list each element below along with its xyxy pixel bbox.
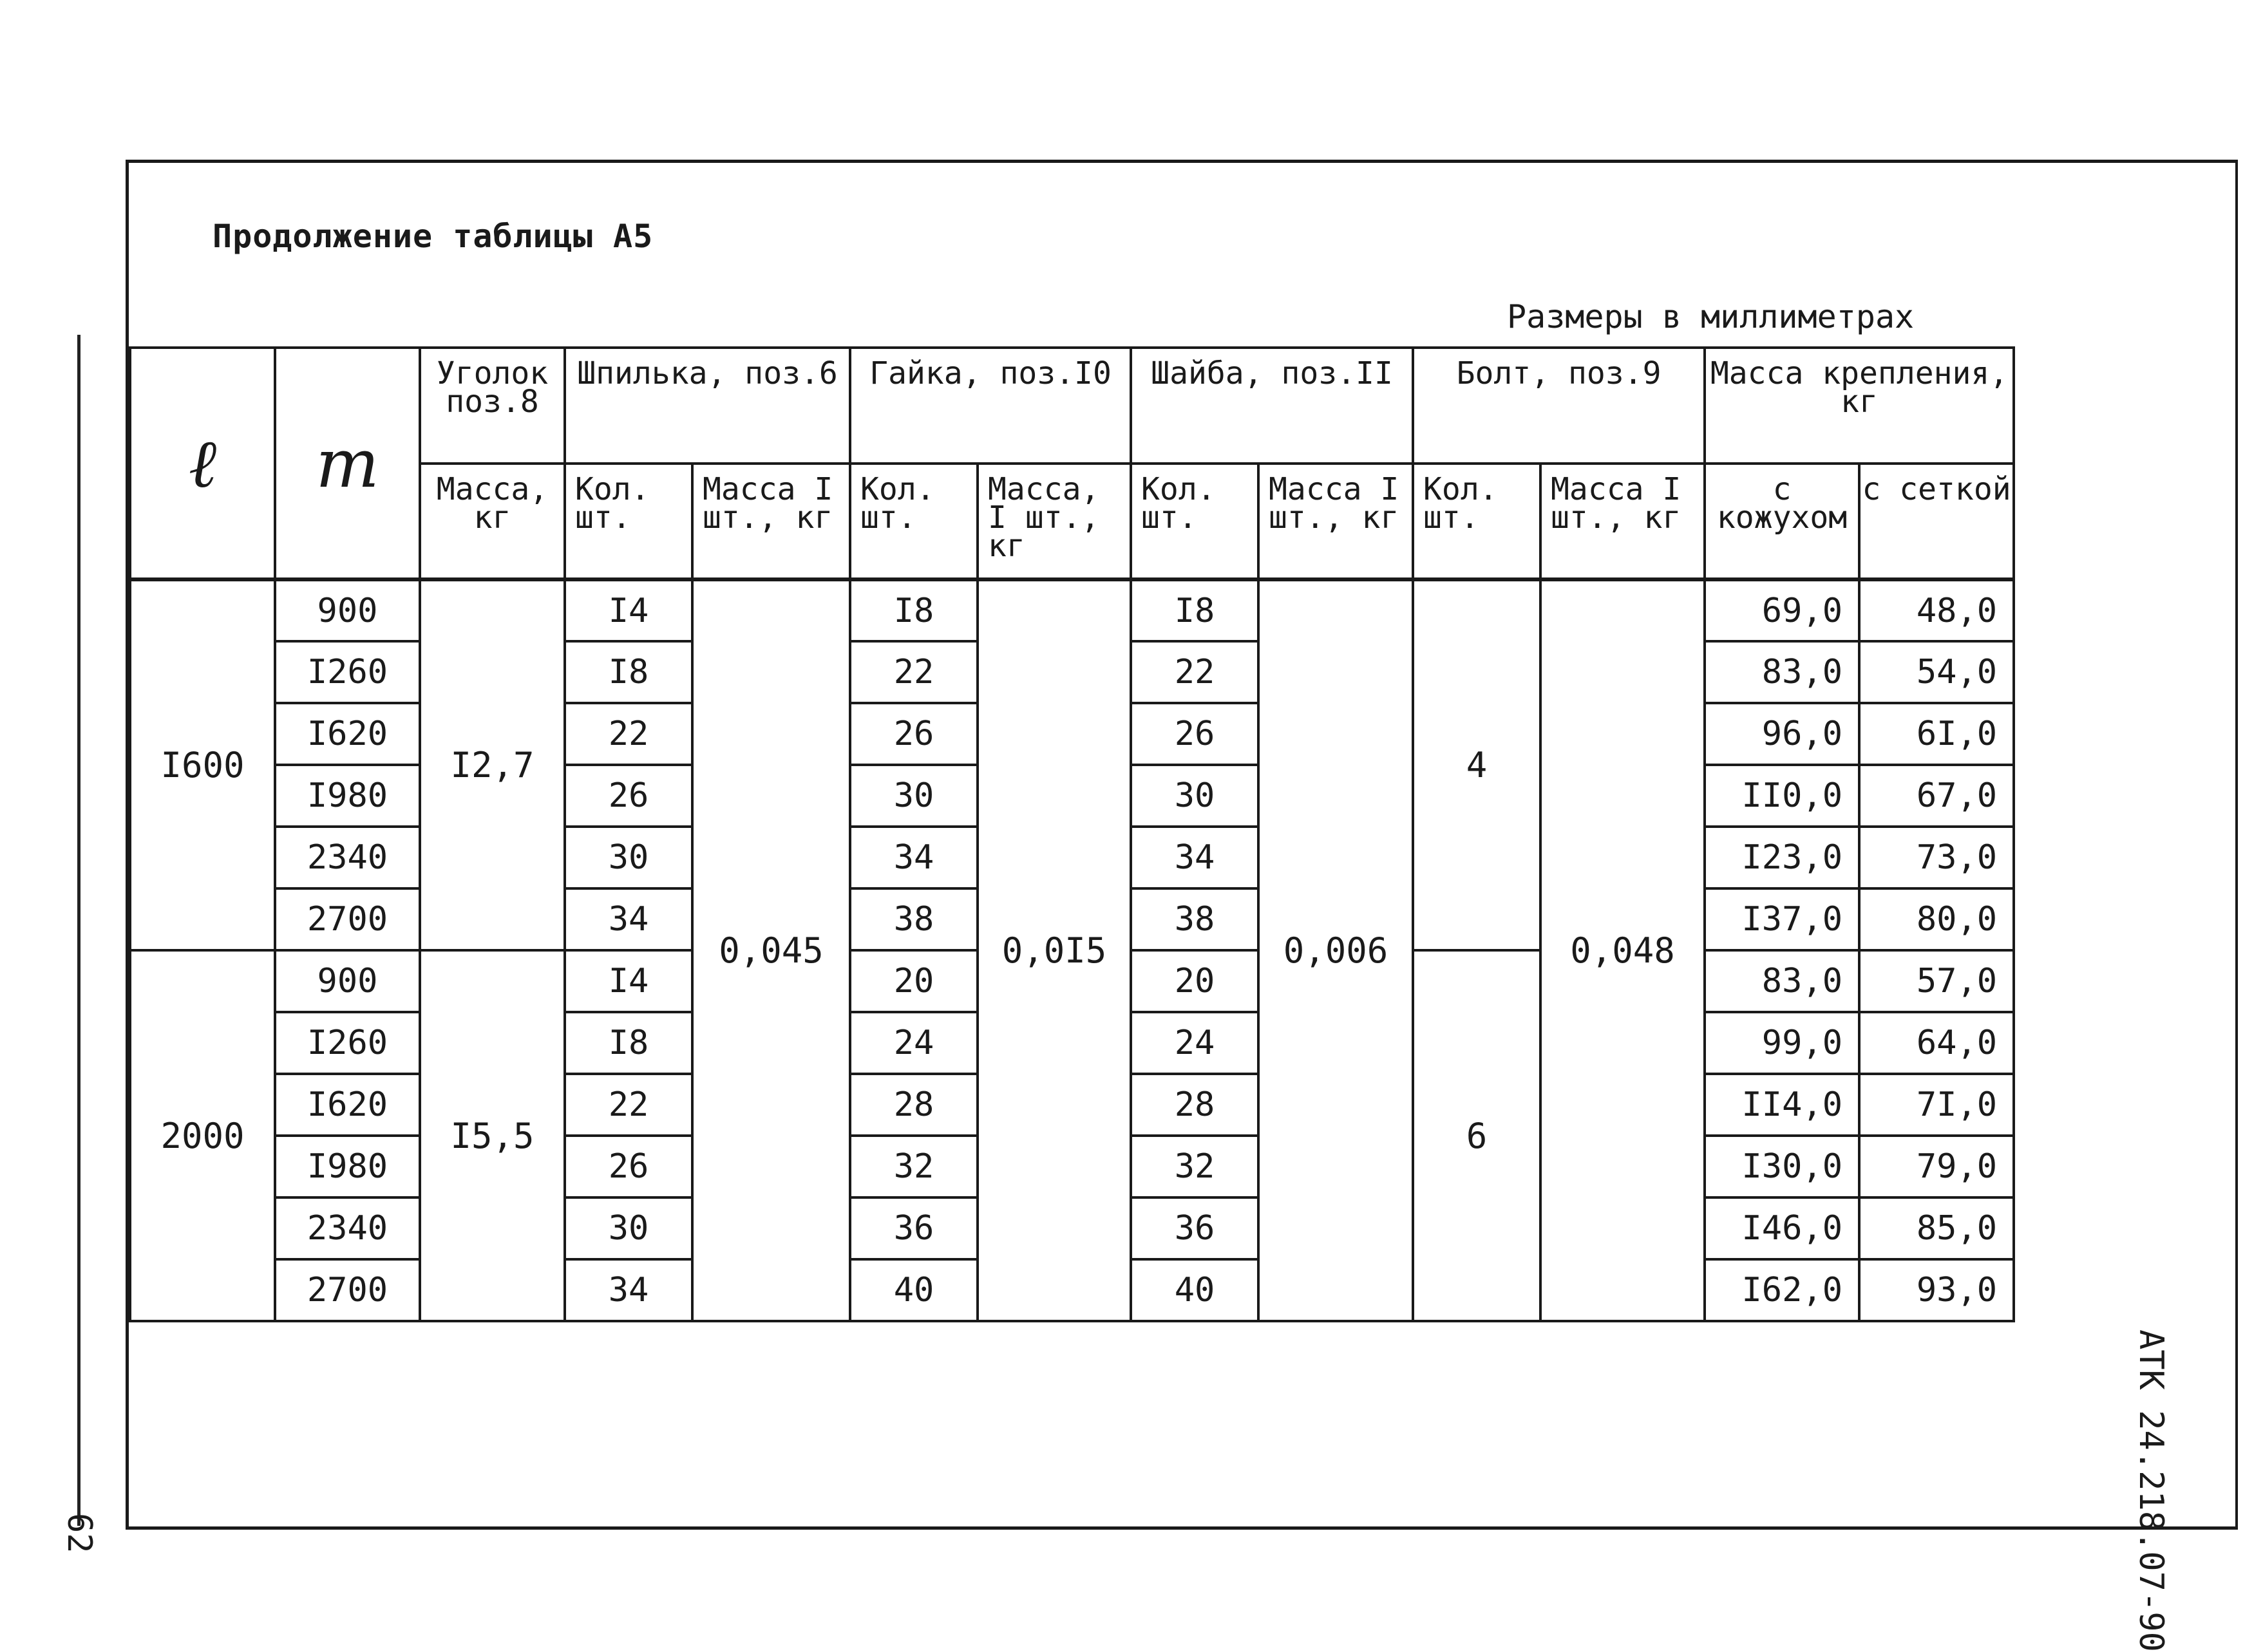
- cell-m: 2340: [275, 1197, 420, 1259]
- cell-m: I260: [275, 1012, 420, 1074]
- cell-gaika-kol: 20: [850, 950, 978, 1012]
- header-gaika-kol: Кол. шт.: [850, 464, 978, 579]
- cell-ugolok-mass: I5,5: [420, 950, 565, 1321]
- cell-mass-setka: 93,0: [1859, 1259, 2014, 1321]
- header-shpilka-kol: Кол. шт.: [565, 464, 692, 579]
- header-m: m: [275, 348, 420, 579]
- cell-mass-setka: 85,0: [1859, 1197, 2014, 1259]
- document-code: АТК 24.218.07-90: [2132, 1329, 2170, 1652]
- cell-shpilka-kol: 26: [565, 1136, 692, 1197]
- table-caption: Продолжение таблицы А5: [213, 218, 654, 255]
- cell-mass-setka: 57,0: [1859, 950, 2014, 1012]
- table-row: [130, 579, 2014, 641]
- cell-shpilka-kol: I8: [565, 641, 692, 703]
- cell-shpilka-kol: I8: [565, 1012, 692, 1074]
- cell-bolt-kol: 4: [1413, 579, 1540, 950]
- cell-shaiba-kol: 30: [1131, 765, 1258, 827]
- header-massa-krepleniya: Масса крепления, кг: [1705, 348, 2014, 464]
- cell-mass-kozhukh: 99,0: [1705, 1012, 1859, 1074]
- cell-shaiba-kol: 38: [1131, 888, 1258, 950]
- cell-bolt-unit-mass: 0,048: [1540, 579, 1705, 1321]
- cell-shpilka-kol: 22: [565, 703, 692, 765]
- table-body: [130, 579, 2014, 1321]
- cell-shaiba-kol: 26: [1131, 703, 1258, 765]
- cell-shpilka-kol: 30: [565, 827, 692, 888]
- cell-m: I620: [275, 703, 420, 765]
- cell-mass-setka: 54,0: [1859, 641, 2014, 703]
- cell-mass-kozhukh: I23,0: [1705, 827, 1859, 888]
- header-shaiba-mass: Масса I шт., кг: [1258, 464, 1413, 579]
- cell-mass-kozhukh: II0,0: [1705, 765, 1859, 827]
- cell-mass-setka: 80,0: [1859, 888, 2014, 950]
- cell-m: 900: [275, 950, 420, 1012]
- cell-mass-setka: 64,0: [1859, 1012, 2014, 1074]
- cell-m: I980: [275, 765, 420, 827]
- header-gaika: Гайка, поз.I0: [850, 348, 1131, 464]
- cell-mass-kozhukh: I46,0: [1705, 1197, 1859, 1259]
- cell-shaiba-kol: 36: [1131, 1197, 1258, 1259]
- cell-mass-kozhukh: I30,0: [1705, 1136, 1859, 1197]
- header-ugolok: Уголок поз.8: [420, 348, 565, 464]
- header-ugolok-mass: Масса, кг: [420, 464, 565, 579]
- cell-gaika-kol: I8: [850, 579, 978, 641]
- cell-gaika-kol: 38: [850, 888, 978, 950]
- cell-mass-setka: 79,0: [1859, 1136, 2014, 1197]
- header-shaiba-kol: Кол. шт.: [1131, 464, 1258, 579]
- cell-gaika-kol: 40: [850, 1259, 978, 1321]
- binding-margin-line: [77, 335, 80, 1526]
- header-bolt-mass: Масса I шт., кг: [1540, 464, 1705, 579]
- cell-mass-setka: 67,0: [1859, 765, 2014, 827]
- cell-shaiba-kol: 22: [1131, 641, 1258, 703]
- cell-m: 900: [275, 579, 420, 641]
- cell-shpilka-kol: 34: [565, 1259, 692, 1321]
- header-gaika-mass: Масса, I шт., кг: [978, 464, 1131, 579]
- cell-gaika-kol: 26: [850, 703, 978, 765]
- cell-shpilka-kol: 30: [565, 1197, 692, 1259]
- cell-shaiba-kol: 20: [1131, 950, 1258, 1012]
- header-s-kozhukhom: с кожухом: [1705, 464, 1859, 579]
- cell-mass-setka: 48,0: [1859, 579, 2014, 641]
- header-shpilka: Шпилька, поз.6: [565, 348, 850, 464]
- cell-mass-setka: 7I,0: [1859, 1074, 2014, 1136]
- cell-shpilka-kol: 22: [565, 1074, 692, 1136]
- cell-l: 2000: [130, 950, 275, 1321]
- cell-m: 2340: [275, 827, 420, 888]
- cell-mass-kozhukh: 83,0: [1705, 950, 1859, 1012]
- cell-shpilka-kol: 34: [565, 888, 692, 950]
- cell-mass-kozhukh: 69,0: [1705, 579, 1859, 641]
- cell-mass-kozhukh: 96,0: [1705, 703, 1859, 765]
- cell-gaika-kol: 22: [850, 641, 978, 703]
- cell-bolt-kol: 6: [1413, 950, 1540, 1321]
- header-shaiba: Шайба, поз.II: [1131, 348, 1413, 464]
- cell-gaika-kol: 34: [850, 827, 978, 888]
- cell-m: I620: [275, 1074, 420, 1136]
- cell-mass-kozhukh: I62,0: [1705, 1259, 1859, 1321]
- cell-shaiba-kol: 40: [1131, 1259, 1258, 1321]
- cell-ugolok-mass: I2,7: [420, 579, 565, 950]
- cell-mass-kozhukh: II4,0: [1705, 1074, 1859, 1136]
- header-s-setkoi: с сеткой: [1859, 464, 2014, 579]
- cell-shaiba-kol: 24: [1131, 1012, 1258, 1074]
- header-l: ℓ: [130, 348, 275, 579]
- cell-mass-kozhukh: 83,0: [1705, 641, 1859, 703]
- cell-mass-kozhukh: I37,0: [1705, 888, 1859, 950]
- cell-m: 2700: [275, 888, 420, 950]
- header-bolt: Болт, поз.9: [1413, 348, 1705, 464]
- cell-m: I980: [275, 1136, 420, 1197]
- cell-gaika-kol: 24: [850, 1012, 978, 1074]
- units-note: Размеры в миллиметрах: [1507, 298, 1915, 335]
- cell-l: I600: [130, 579, 275, 950]
- cell-mass-setka: 6I,0: [1859, 703, 2014, 765]
- cell-shpilka-kol: 26: [565, 765, 692, 827]
- cell-gaika-unit-mass: 0,0I5: [978, 579, 1131, 1321]
- header-shpilka-mass: Масса I шт., кг: [692, 464, 850, 579]
- cell-mass-setka: 73,0: [1859, 827, 2014, 888]
- cell-gaika-kol: 30: [850, 765, 978, 827]
- cell-m: I260: [275, 641, 420, 703]
- cell-gaika-kol: 36: [850, 1197, 978, 1259]
- header-bolt-kol: Кол. шт.: [1413, 464, 1540, 579]
- fastener-mass-table: [129, 346, 2015, 1322]
- cell-shpilka-kol: I4: [565, 579, 692, 641]
- cell-shaiba-kol: 28: [1131, 1074, 1258, 1136]
- cell-gaika-kol: 28: [850, 1074, 978, 1136]
- page-number: 62: [60, 1513, 99, 1553]
- cell-shaiba-kol: 32: [1131, 1136, 1258, 1197]
- cell-shpilka-unit-mass: 0,045: [692, 579, 850, 1321]
- cell-m: 2700: [275, 1259, 420, 1321]
- cell-shaiba-kol: I8: [1131, 579, 1258, 641]
- cell-gaika-kol: 32: [850, 1136, 978, 1197]
- cell-shpilka-kol: I4: [565, 950, 692, 1012]
- cell-shaiba-unit-mass: 0,006: [1258, 579, 1413, 1321]
- cell-shaiba-kol: 34: [1131, 827, 1258, 888]
